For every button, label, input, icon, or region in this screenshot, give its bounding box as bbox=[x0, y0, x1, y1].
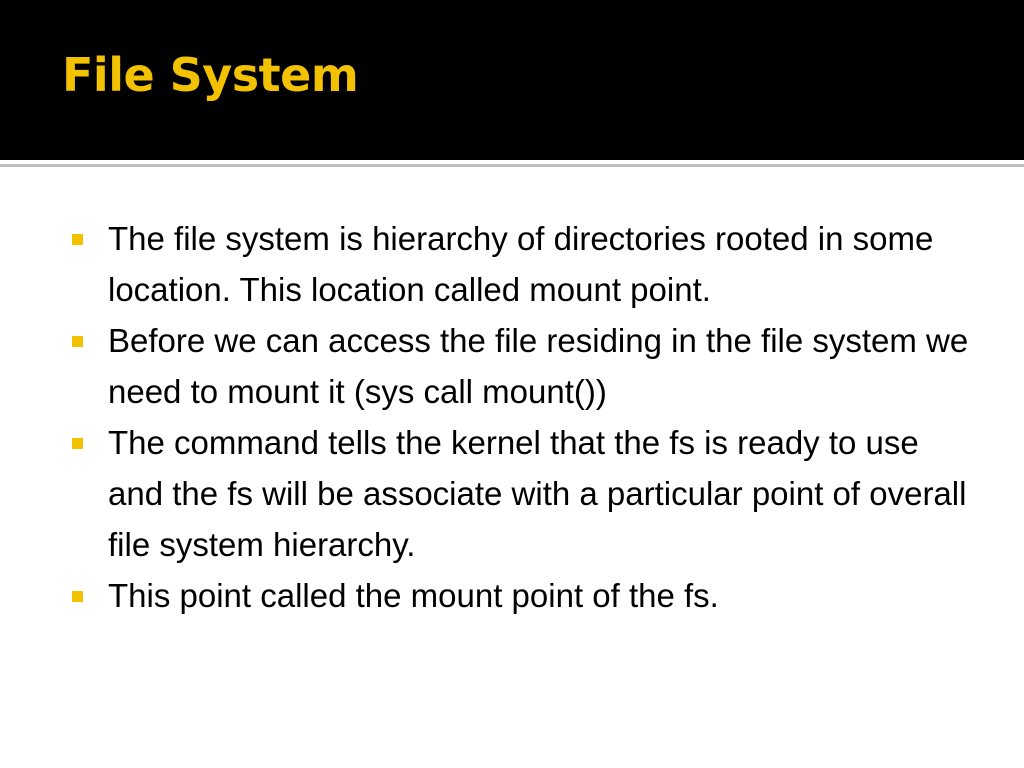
square-bullet-icon bbox=[72, 336, 83, 347]
title-divider bbox=[0, 164, 1024, 167]
bullet-text: The command tells the kernel that the fs is ready to use and the fs will be associate with a particular point of overall file system hierarchy. bbox=[108, 424, 967, 563]
square-bullet-icon bbox=[72, 438, 83, 449]
bullet-text: The file system is hierarchy of directories rooted in some location. This location called mount point. bbox=[108, 220, 934, 308]
bullet-item bbox=[72, 570, 972, 621]
slide-title: File System bbox=[62, 48, 359, 102]
bullet-item bbox=[72, 417, 972, 570]
title-bar bbox=[0, 0, 1024, 160]
square-bullet-icon bbox=[72, 234, 83, 245]
bullet-list bbox=[72, 213, 972, 621]
bullet-text: Before we can access the file residing in the file system we need to mount it (sys call mount()) bbox=[108, 322, 969, 410]
bullet-item bbox=[72, 213, 972, 315]
bullet-item bbox=[72, 315, 972, 417]
square-bullet-icon bbox=[72, 591, 83, 602]
bullet-text: This point called the mount point of the fs. bbox=[108, 577, 719, 614]
